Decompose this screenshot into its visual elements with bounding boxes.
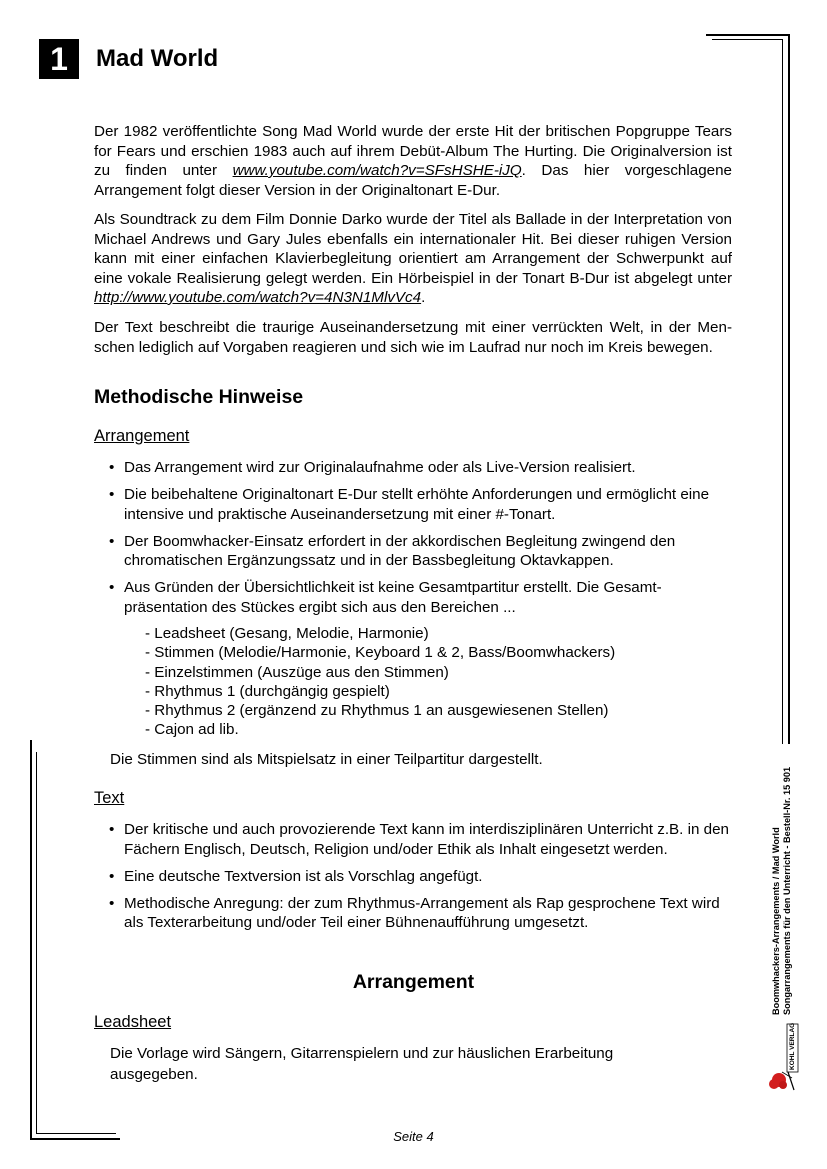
leadsheet-text: Die Vorlage wird Sängern, Gitarrenspielern und zur häuslichen Erarbeitung ausgegeben. xyxy=(110,1045,614,1083)
list-item: • Der kritische und auch provozierende Text kann im interdisziplinären Unterricht z.B. in den Fächern Englisch, Deutsch, Religion und/oder Ethik als Inhalt eingesetzt werden. xyxy=(109,820,739,859)
intro-paragraph-2: Als Soundtrack zu dem Film Donnie Darko wurde der Titel als Ballade in der Interpretation von Michael Andrews und Gary Jules ebenfalls ein internationaler Hit. Bei dieser ruhigen Version kann mit einer einfachen Klavierbegleitung orientiert am Arrangement der Schwerpunkt auf eine vokale Realisierung gelegt werden. Ein Hörbeispiel in der Tonart B-Dur ist abgelegt unter http://www.youtube.com/watch?v=4N3N1MlvVc4. xyxy=(94,211,732,306)
subheading-arrangement: Arrangement xyxy=(94,427,190,445)
frame-top-line-inner xyxy=(712,39,782,40)
frame-left-line xyxy=(30,740,32,1140)
list-item: • Die beibehaltene Originaltonart E-Dur stellt erhöhte Anforderungen und ermöglicht eine intensive und praktische Auseinandersetzung mit einer #-Tonart. xyxy=(109,485,739,524)
list-item: • Aus Gründen der Übersichtlichkeit ist keine Gesamtpartitur erstellt. Die Gesamtpräsentation des Stückes ergibt sich aus den Bereichen ... xyxy=(109,578,739,617)
list-item: • Der Boomwhacker-Einsatz erfordert in der akkordischen Begleitung zwingend den chromatischen Ergänzungssatz und in der Bassbegleitung Oktavkappen. xyxy=(109,532,739,571)
parts-note: Die Stimmen sind als Mitspielsatz in einer Teilpartitur dargestellt. xyxy=(110,751,543,768)
list-item: - Leadsheet (Gesang, Melodie, Harmonie) xyxy=(145,625,429,642)
arrangement-bullet-list xyxy=(109,458,739,625)
subheading-text: Text xyxy=(94,789,125,807)
list-item: - Einzelstimmen (Auszüge aus den Stimmen) xyxy=(145,663,449,681)
intro-paragraph-3: Der Text beschreibt die traurige Auseinandersetzung mit einer verrückten Welt, in der Menschen lediglich auf Vorgaben reagieren und sich wie im Laufrad nur noch im Kreis bewegen. xyxy=(94,319,732,356)
list-item: - Stimmen (Melodie/Harmonie, Keyboard 1 & 2, Bass/Boomwhackers) xyxy=(145,644,616,662)
sidebar-publication-info: Boomwhackers-Arrangements / Mad World Songarrangements für den Unterricht - Bestell-Nr. 15 901 xyxy=(771,766,792,1015)
list-item: • Methodische Anregung: der zum Rhythmus-Arrangement als Rap gesprochene Text wird als Texterarbeitung und/oder Teil einer Bühnenaufführung umgesetzt. xyxy=(109,894,739,933)
subheading-leadsheet: Leadsheet xyxy=(94,1013,172,1031)
section-heading-arrangement: Arrangement xyxy=(352,971,475,993)
parts-list xyxy=(145,624,615,740)
frame-left-line-inner xyxy=(36,752,37,1134)
list-item: - Rhythmus 2 (ergänzend zu Rhythmus 1 an ausgewiesenen Stellen) xyxy=(145,702,609,720)
frame-right-line xyxy=(788,34,790,744)
frame-right-line-inner xyxy=(782,39,783,744)
list-item: • Das Arrangement wird zur Originalaufnahme oder als Live-Version realisiert. xyxy=(109,458,739,478)
original-version-link[interactable]: www.youtube.com/watch?v=SFsHSHE-iJQ xyxy=(232,162,522,179)
publisher-name: KOHL VERLAG xyxy=(789,1022,796,1070)
page-number: Seite 4 xyxy=(393,1129,434,1144)
list-item: • Eine deutsche Textversion ist als Vorschlag angefügt. xyxy=(109,867,739,887)
text-bullet-list xyxy=(109,820,739,940)
page-title: Mad World xyxy=(96,45,219,72)
frame-top-line xyxy=(706,34,789,36)
intro-paragraph-1: Der 1982 veröffentlichte Song Mad World wurde der erste Hit der britischen Popgruppe Tears for Fears und erschien 1983 auch auf ihrem Debüt-Album The Hurting. Die Originalversion ist zu finden unter www.youtube.com/watch?v=SFsHSHE-iJQ. Das hier vorgeschlagene Arrangement folgt dieser Version in der Originaltonart E-Dur. xyxy=(94,123,732,199)
list-item: - Rhythmus 1 (durchgängig gespielt) xyxy=(145,682,390,700)
audio-example-link[interactable]: http://www.youtube.com/watch?v=4N3N1MlvVc4 xyxy=(94,289,422,306)
publisher-logo xyxy=(768,1022,800,1094)
section-heading-methodik: Methodische Hinweise xyxy=(94,386,304,408)
chapter-number-badge: 1 xyxy=(39,39,79,79)
list-item: - Cajon ad lib. xyxy=(145,721,239,739)
